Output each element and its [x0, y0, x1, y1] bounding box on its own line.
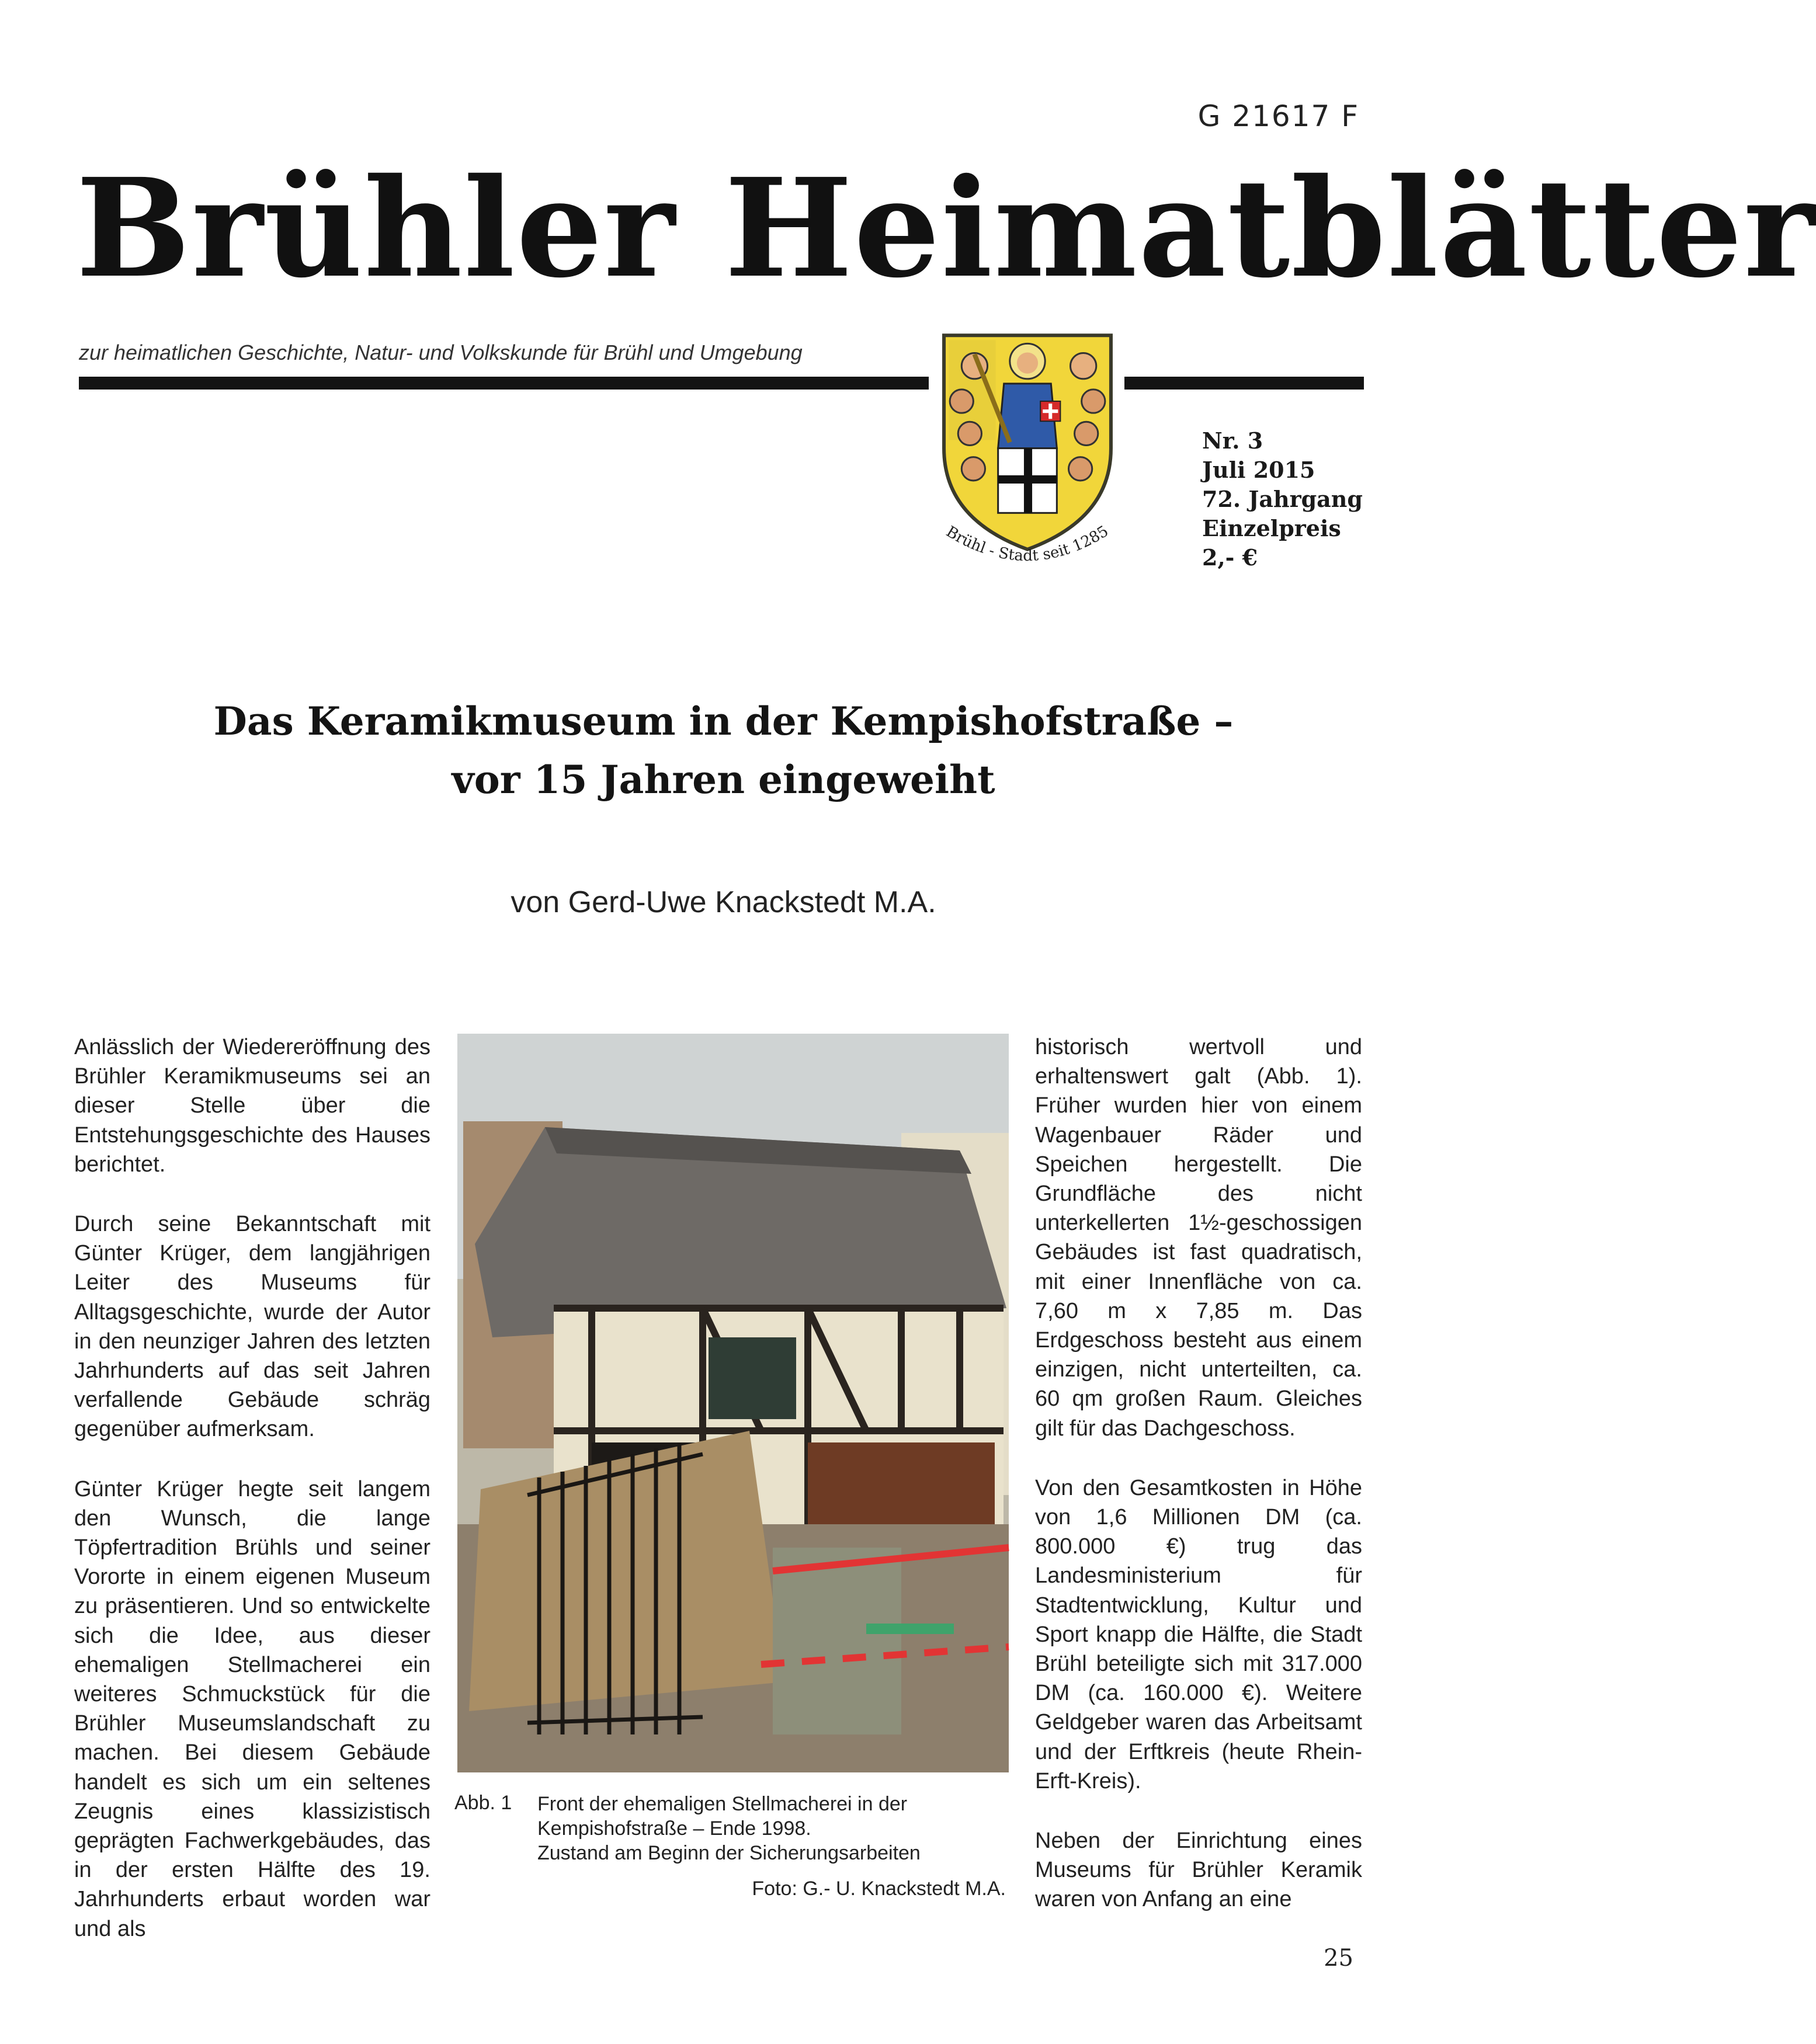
figure-caption-line2: Kempishofstraße – Ende 1998.: [537, 1817, 811, 1840]
issue-date: Juli 2015: [1202, 457, 1315, 483]
article-byline: von Gerd-Uwe Knackstedt M.A.: [511, 885, 936, 919]
building-photo: [457, 1034, 1009, 1772]
issue-info: [1202, 426, 1363, 572]
paragraph: Anlässlich der Wiedereröffnung des Brühler Keramikmuseums sei an dieser Stelle über die Entstehungsgeschichte des Hauses berichtet.: [74, 1035, 430, 1177]
paragraph: Neben der Einrichtung eines Museums für Brühler Keramik waren von Anfang an eine: [1035, 1829, 1362, 1912]
issue-volume: 72. Jahrgang: [1202, 486, 1363, 512]
figure-label: Abb. 1: [454, 1792, 512, 1814]
paragraph: Von den Gesamtkosten in Höhe von 1,6 Millionen DM (ca. 800.000 €) trug das Landesministerium für Stadtentwicklung, Kultur und Sport knapp die Hälfte, die Stadt Brühl beteiligte sich mit 317.000 DM (ca. 160.000 €). Weitere Geldgeber waren das Arbeitsamt und der Erftkreis (heute Rhein-Erft-Kreis).: [1035, 1475, 1362, 1793]
figure-caption: [537, 1792, 1016, 1865]
page-number: 25: [1324, 1945, 1353, 1972]
paragraph: historisch wertvoll und erhaltenswert galt (Abb. 1). Früher wurden hier von einem Wagenbauer Räder und Speichen hergestellt. Die Grundfläche des nicht unterkellerten 1½-geschossigen Gebäudes ist fast quadratisch, mit einer Innenfläche von ca. 7,60 m x 7,85 m. Das Erdgeschoss besteht aus einem einzigen, nicht unterteilten, ca. 60 qm großen Raum. Gleiches gilt für das Dachgeschoss.: [1035, 1035, 1362, 1441]
issue-price-label: Einzelpreis: [1202, 515, 1341, 541]
issue-price: 2,- €: [1202, 544, 1258, 571]
figure-caption-line3: Zustand am Beginn der Sicherungsarbeiten: [537, 1842, 921, 1864]
masthead-subtitle: zur heimatlichen Geschichte, Natur- und Volkskunde für Brühl und Umgebung: [79, 340, 803, 364]
masthead-title: Brühler Heimatblätter: [76, 148, 1816, 308]
header-rule-right: [1124, 377, 1364, 390]
header-rule-left: [79, 377, 929, 390]
article-column-left: [74, 1033, 430, 1974]
city-coat-of-arms-icon: [939, 330, 1116, 555]
figure-caption-line1: Front der ehemaligen Stellmacherei in der: [537, 1793, 908, 1815]
article-title: [0, 692, 1447, 809]
paragraph: Durch seine Bekanntschaft mit Günter Krüger, dem langjährigen Leiter des Museums für Alltagsgeschichte, wurde der Autor in den neunziger Jahren des letzten Jahrhunderts auf das seit Jahren verfallende Gebäude schräg gegenüber aufmerksam.: [74, 1212, 430, 1442]
svg-text:Brühl - Stadt seit 1285: [943, 523, 1112, 565]
article-column-right: [1035, 1033, 1362, 1945]
crest-caption-text: Brühl - Stadt seit 1285: [943, 523, 1112, 565]
paragraph: Günter Krüger hegte seit langem den Wunsch, die lange Töpfertradition Brühls und seiner Vororte in einem eigenen Museum zu präsentieren. Und so entwickelte sich die Idee, aus dieser ehemaligen Stellmacherei ein weiteres Schmuckstück für die Brühler Museumslandschaft zu machen. Bei diesem Gebäude handelt es sich um ein seltenes Zeugnis eines klassizistisch geprägten Fachwerkgebäudes, das in der ersten Hälfte des 19. Jahrhunderts erbaut worden war und als: [74, 1476, 430, 1941]
publication-code: G 21617 F: [1197, 99, 1359, 133]
crest-caption: [933, 523, 1120, 587]
article-title-line2: vor 15 Jahren eingeweiht: [452, 757, 995, 802]
article-title-line1: Das Keramikmuseum in der Kempishofstraße –: [213, 698, 1234, 744]
issue-number: Nr. 3: [1202, 427, 1263, 454]
photo-credit: Foto: G.- U. Knackstedt M.A.: [752, 1878, 1006, 1900]
